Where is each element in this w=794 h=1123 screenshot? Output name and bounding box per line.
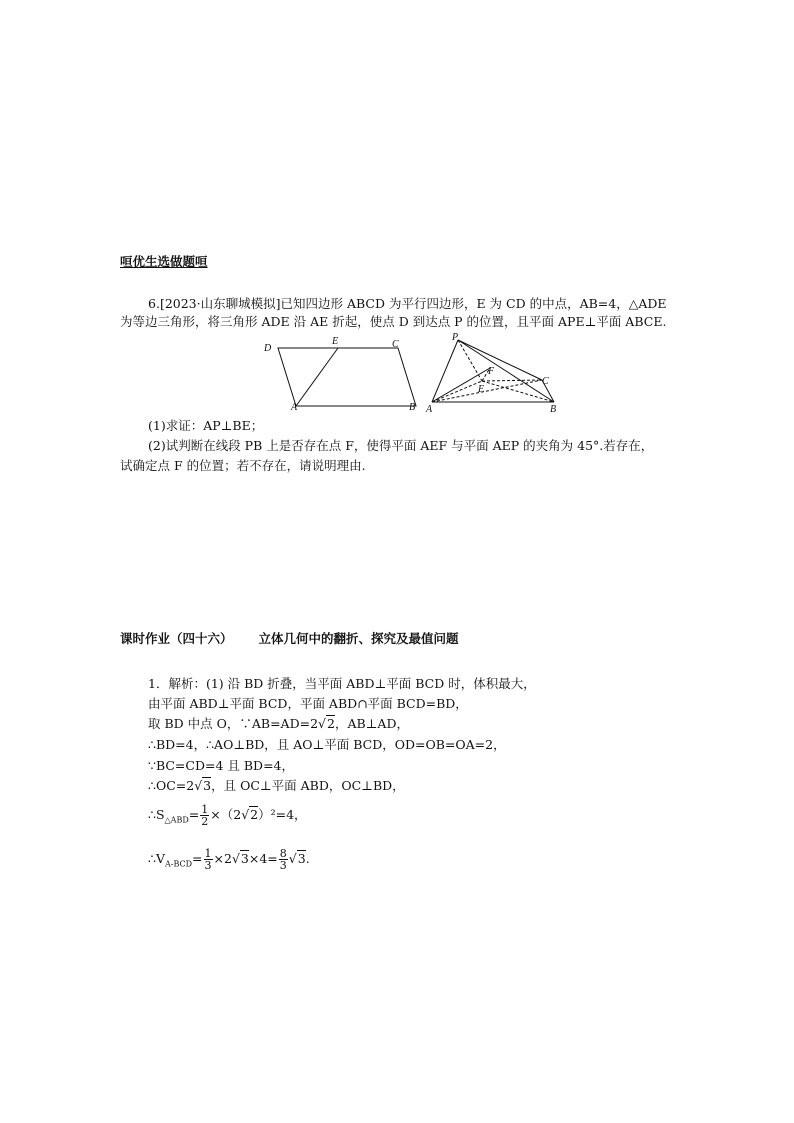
sqrt-symbol: √ (318, 716, 327, 731)
homework-heading (120, 629, 459, 647)
question-2-line2: 试确定点 F 的位置；若不存在，请说明理由. (120, 458, 366, 473)
label-f: F (488, 366, 495, 377)
fraction-eight-thirds: $\frac{8}{3}$ (279, 847, 287, 872)
line6-text: ∴OC=2 (148, 778, 195, 793)
line7-tail: ）²=4， (258, 807, 307, 822)
figure-folded-pyramid (424, 330, 564, 416)
sqrt-radicand: 2 (250, 807, 259, 822)
section-heading: 咺优生选做题咺 (120, 254, 208, 269)
homework-title: 课时作业（四十六） (120, 631, 233, 646)
solution-line5: ∵BC=CD=4 且 BD=4， (148, 758, 295, 773)
edge-ec (482, 380, 542, 381)
area-symbol: ∴S (148, 807, 165, 822)
line8-mid2: ×4= (248, 851, 278, 866)
label-a: A (291, 402, 298, 413)
solution-line8 (148, 848, 310, 873)
line8-tail: . (305, 851, 310, 866)
fraction-one-half: $\frac{1}{2}$ (201, 803, 209, 828)
sqrt-radicand: 3 (203, 778, 212, 793)
parallelogram-abcd (278, 348, 416, 406)
problem6-stem-line1 (148, 296, 667, 312)
sqrt-radicand: 3 (240, 851, 249, 866)
line3-tail: ，AB⊥AD， (334, 716, 409, 731)
label-b2: B (550, 404, 557, 415)
solution-line7 (148, 804, 307, 829)
homework-subtitle: 立体几何中的翻折、探究及最值问题 (258, 631, 459, 646)
sqrt-radicand: 3 (297, 851, 306, 866)
edge-pc (458, 340, 542, 380)
sqrt-symbol: √ (241, 807, 250, 822)
solution-line2: 由平面 ABD⊥平面 BCD，平面 ABD∩平面 BCD=BD， (148, 696, 468, 711)
volume-subscript: A-BCD (164, 859, 193, 869)
line3-text: 取 BD 中点 O，∵AB=AD=2 (148, 716, 319, 731)
edge-pa (432, 340, 458, 402)
solution-line3 (148, 716, 409, 732)
line8-mid: ×2 (213, 851, 232, 866)
figure-parallelogram (260, 334, 425, 414)
problem6-stem-line2: 为等边三角形，将三角形 ADE 沿 AE 折起，使点 D 到达点 P 的位置，且平面 APE⊥平面 ABCE. (120, 314, 667, 329)
sqrt-radicand: 2 (327, 716, 335, 731)
label-p: P (452, 332, 459, 343)
label-c: C (392, 339, 399, 350)
fraction-one-third: $\frac{1}{3}$ (204, 847, 212, 872)
problem-number: 6. (148, 296, 160, 311)
solution-line4: ∴BD=4，∴AO⊥BD，且 AO⊥平面 BCD，OD=OB=OA=2， (148, 737, 506, 752)
sqrt-symbol: √ (231, 851, 240, 866)
label-e2: E (478, 384, 485, 395)
sqrt-symbol: √ (288, 851, 297, 866)
question-2-line1: (2)试判断在线段 PB 上是否存在点 F，使得平面 AEF 与平面 AEP 的夹角为 45°.若存在， (148, 438, 654, 453)
problem-stem-text: 已知四边形 ABCD 为平行四边形，E 为 CD 的中点，AB=4，△ADE (280, 296, 667, 311)
equals: = (192, 851, 203, 866)
label-c2: C (542, 376, 549, 387)
label-d: D (264, 343, 272, 354)
line7-mid: ×（2 (210, 807, 242, 822)
line6-tail: ，且 OC⊥平面 ABD，OC⊥BD， (211, 778, 405, 793)
edge-ac (432, 380, 542, 402)
area-subscript: △ABD (164, 815, 189, 825)
label-b: B (409, 402, 416, 413)
volume-symbol: ∴V (148, 851, 165, 866)
sqrt-symbol: √ (194, 778, 203, 793)
equals: = (188, 807, 200, 822)
label-e: E (332, 336, 339, 347)
solution-line6 (148, 778, 405, 794)
label-a2: A (426, 404, 433, 415)
problem-source: [2023·山东聊城模拟] (159, 296, 281, 311)
question-1: (1)求证：AP⊥BE； (148, 418, 264, 433)
edge-pb (458, 340, 554, 402)
segment-ae (296, 348, 338, 406)
solution-line1: 1．解析：(1) 沿 BD 折叠，当平面 ABD⊥平面 BCD 时，体积最大， (148, 676, 536, 691)
